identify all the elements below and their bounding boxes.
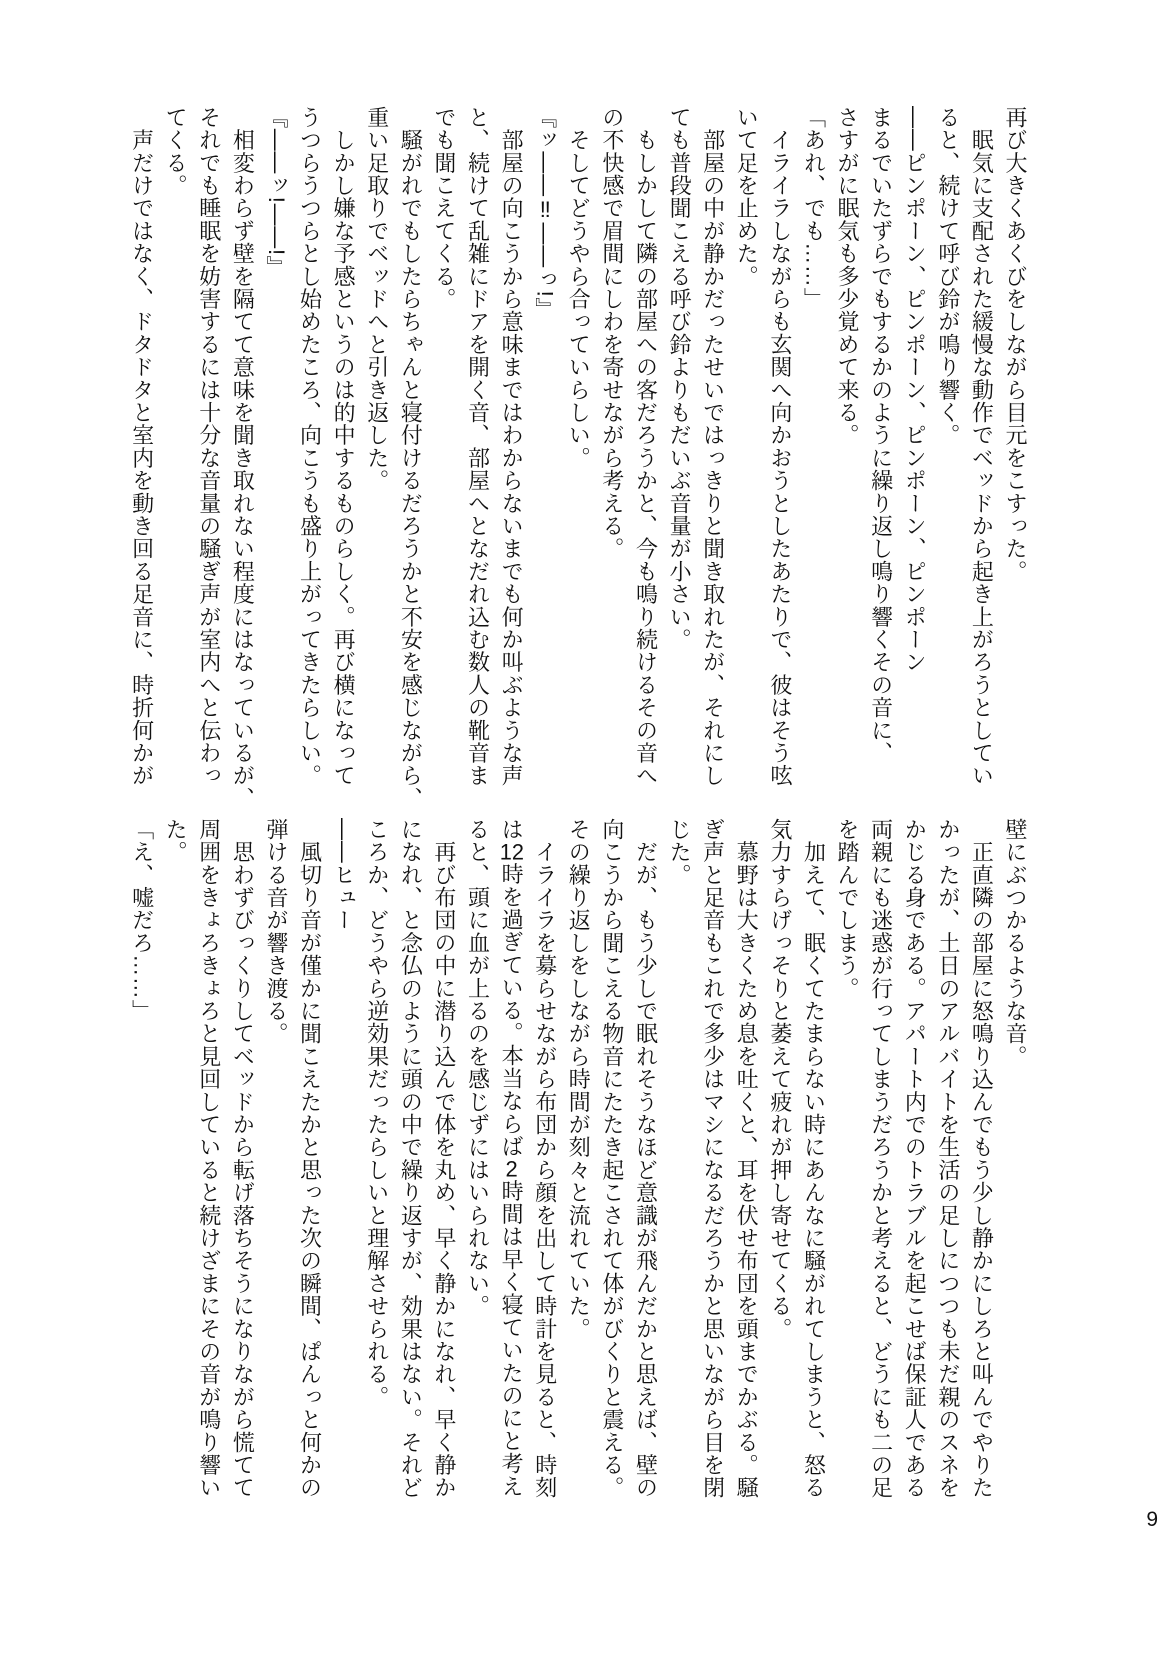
text-line: うつらうつらとし始めたころ、向こうも盛り上がってきたらしい。 (297, 106, 323, 787)
text-line: 両親にも迷惑が行ってしまうだろうかと考えると、どうにも二の足 (868, 818, 894, 1499)
text-line: てくる。 (163, 106, 189, 197)
text-line: は12時を過ぎている。本当ならば2時間は早く寝ていたのにと考え (499, 818, 525, 1498)
text-line: 慕野は大きくため息を吐くと、耳を伏せ布団を頭までかぶる。騒 (734, 818, 760, 1499)
text-line: 騒がれでもしたらちゃんと寝付けるだろうかと不安を感じながら、 (398, 106, 424, 810)
text-line: ぎ声と足音もこれで多少はマシになるだろうかと思いながら目を閉 (700, 818, 726, 1499)
text-line: 気力すらげっそりと萎えて疲れが押し寄せてくる。 (767, 818, 793, 1341)
text-line: まるでいたずらでもするかのように繰り返し鳴り響くその音に、 (868, 106, 894, 765)
text-line: ――ヒュー (331, 818, 357, 932)
text-line: ――ピンポーン、ピンポーン、ピンポーン、ピンポーン (902, 106, 928, 674)
text-line: だが、もう少しで眠れそうなほど意識が飛んだかと思えば、壁の (633, 818, 659, 1499)
text-tier-top (125, 106, 1032, 810)
text-line: ると、続けて呼び鈴が鳴り響く。 (935, 106, 961, 447)
text-line: 弾ける音が響き渡る。 (263, 818, 289, 1045)
text-line: かじる身である。アパート内でのトラブルを起こせば保証人である (902, 818, 928, 1499)
text-line: 思わずびっくりしてベッドから転げ落ちそうになりながら慌てて (230, 818, 256, 1499)
text-line: 再び布団の中に潜り込んで体を丸め、早く静かになれ、早く静か (431, 818, 457, 1500)
text-line: 「あれ、でも……」 (801, 106, 827, 311)
text-line: た。 (163, 818, 189, 864)
text-line: の不快感で眉間にしわを寄せながら考える。 (599, 106, 625, 560)
text-line: じた。 (667, 818, 693, 887)
text-line: イライラを募らせながら布団から顔を出して時計を見ると、時刻 (532, 818, 558, 1499)
text-line: その繰り返しをしながら時間が刻々と流れていた。 (566, 818, 592, 1341)
text-line: になれ、と念仏のように頭の中で繰り返すが、効果はない。それど (398, 818, 424, 1499)
text-line: ても普段聞こえる呼び鈴よりもだいぶ音量が小さい。 (667, 106, 693, 651)
page-number: 9 (1146, 1508, 1158, 1531)
text-line: 部屋の中が静かだったせいではっきりと聞き取れたが、それにし (700, 106, 726, 787)
text-line: イライラしながらも玄関へ向かおうとしたあたりで、彼はそう呟 (767, 106, 793, 787)
text-line: それでも睡眠を妨害するには十分な音量の騒ぎ声が室内へと伝わっ (196, 106, 222, 787)
text-line: でも聞こえてくる。 (431, 106, 457, 311)
text-line: さすがに眠気も多少覚めて来る。 (835, 106, 861, 447)
text-line: 「え、嘘だろ……」 (129, 818, 155, 1023)
text-line: 周囲をきょろきょろと見回していると続けざまにその音が鳴り響い (196, 818, 222, 1499)
text-line: 風切り音が僅かに聞こえたかと思った次の瞬間、ぱんっと何かの (297, 818, 323, 1499)
text-line: 眠気に支配された緩慢な動作でベッドから起き上がろうとしてい (969, 106, 995, 787)
text-tier-bottom (125, 818, 1032, 1510)
text-line: 向こうから聞こえる物音にたたき起こされて体がびくりと震える。 (599, 818, 625, 1499)
text-line: 正直隣の部屋に怒鳴り込んでもう少し静かにしろと叫んでやりた (969, 818, 995, 1499)
text-line: 『ッ――‼――っ!』 (532, 106, 558, 321)
text-line: 『――ッ!――!』 (263, 106, 289, 279)
text-line: しかし嫌な予感というのは的中するものらしく。再び横になって (331, 106, 357, 787)
text-line: 声だけではなく、ドタドタと室内を動き回る足音に、時折何かが (129, 106, 155, 787)
text-line: もしかして隣の部屋への客だろうかと、今も鳴り続けるその音へ (633, 106, 659, 787)
text-line: かったが、土日のアルバイトを生活の足しにつつも未だ親のスネを (935, 818, 961, 1499)
text-line: 相変わらず壁を隔てて意味を聞き取れない程度にはなっているが、 (230, 106, 256, 810)
text-line: 壁にぶつかるような音。 (1003, 818, 1028, 1068)
text-line: を踏んでしまう。 (835, 818, 861, 1000)
text-line: そしてどうやら合っていらしい。 (566, 106, 592, 470)
text-line: 重い足取りでベッドへと引き返した。 (364, 106, 390, 492)
text-line: いて足を止めた。 (734, 106, 760, 288)
text-line: 部屋の向こうから意味まではわからないまでも何か叫ぶような声 (499, 106, 525, 787)
text-line: 加えて、眠くてたまらない時にあんなに騒がれてしまうと、怒る (801, 818, 827, 1499)
text-line: ると、頭に血が上るのを感じずにはいられない。 (465, 818, 491, 1318)
text-line: と、続けて乱雑にドアを開く音、部屋へとなだれ込む数人の靴音ま (465, 106, 491, 787)
text-line: 再び大きくあくびをしながら目元をこすった。 (1003, 106, 1028, 583)
text-line: ころか、どうやら逆効果だったらしいと理解させられる。 (364, 818, 390, 1409)
